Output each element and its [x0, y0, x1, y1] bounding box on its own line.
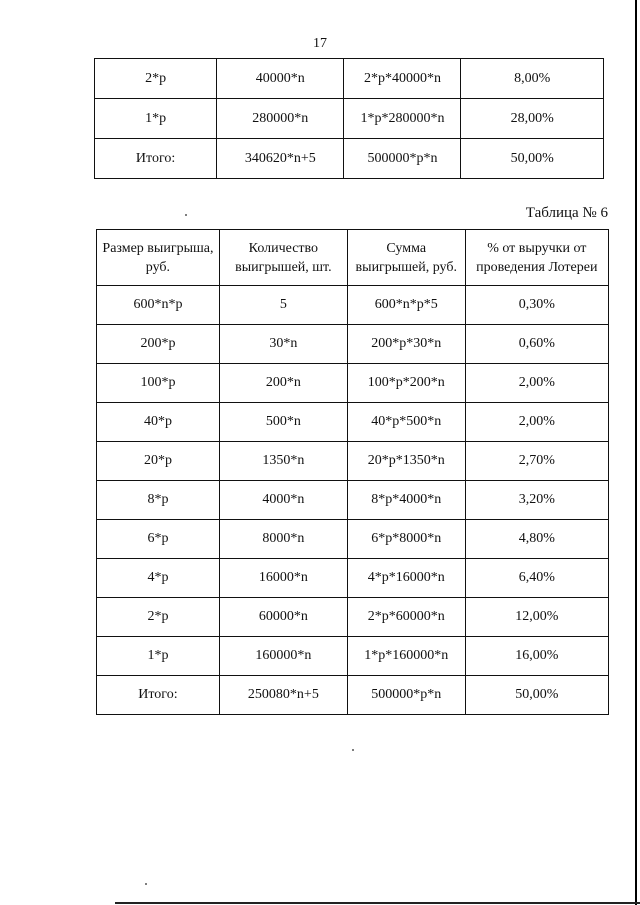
table-cell: 16,00% — [465, 637, 608, 676]
table-cell: 0,60% — [465, 325, 608, 364]
table-row — [97, 364, 609, 403]
scan-edge-right — [635, 0, 637, 905]
scan-speck — [352, 749, 354, 751]
table-cell: 4,80% — [465, 520, 608, 559]
table-cell: 40000*n — [217, 59, 344, 99]
prize-table-continued — [94, 58, 604, 179]
table-cell: 0,30% — [465, 286, 608, 325]
table-row — [95, 99, 604, 139]
table-header-row — [97, 230, 609, 286]
table-row — [97, 637, 609, 676]
table-cell: 28,00% — [461, 99, 604, 139]
table-cell: 500*n — [219, 403, 347, 442]
table-cell: 50,00% — [465, 676, 608, 715]
table-cell: 2,70% — [465, 442, 608, 481]
table-row — [97, 481, 609, 520]
table-cell: 2*р — [95, 59, 217, 99]
table-cell: 8*р — [97, 481, 220, 520]
header-prize-count: Количество выигрышей, шт. — [219, 230, 347, 286]
table-cell: 280000*n — [217, 99, 344, 139]
table-cell: 16000*n — [219, 559, 347, 598]
table-cell: 600*n*р*5 — [347, 286, 465, 325]
table-cell: 200*n — [219, 364, 347, 403]
header-revenue-percent: % от выручки от проведения Лотереи — [465, 230, 608, 286]
scan-edge-bottom — [115, 902, 640, 904]
table-cell: 340620*n+5 — [217, 139, 344, 179]
table-row — [97, 325, 609, 364]
table-cell: 3,20% — [465, 481, 608, 520]
table-cell: 8000*n — [219, 520, 347, 559]
table-row — [97, 559, 609, 598]
table-cell: 4*р — [97, 559, 220, 598]
scan-speck — [185, 214, 187, 216]
table-cell: 1*р*280000*n — [344, 99, 461, 139]
table-cell: 6,40% — [465, 559, 608, 598]
table-row — [97, 442, 609, 481]
table-cell: 40*р — [97, 403, 220, 442]
table-cell: 1350*n — [219, 442, 347, 481]
table-cell: 200*р*30*n — [347, 325, 465, 364]
table-caption: Таблица № 6 — [525, 205, 608, 221]
table-row — [97, 520, 609, 559]
table-cell: 5 — [219, 286, 347, 325]
table-row — [97, 598, 609, 637]
table-cell: 1*р — [97, 637, 220, 676]
table-cell: 4*р*16000*n — [347, 559, 465, 598]
table-cell: 4000*n — [219, 481, 347, 520]
table-cell: Итого: — [95, 139, 217, 179]
scan-speck — [145, 883, 147, 885]
table-cell: 2*р — [97, 598, 220, 637]
total-row — [95, 139, 604, 179]
table-cell: 8,00% — [461, 59, 604, 99]
table-cell: 20*р*1350*n — [347, 442, 465, 481]
table-cell: 12,00% — [465, 598, 608, 637]
table-cell: 20*р — [97, 442, 220, 481]
table-cell: 200*р — [97, 325, 220, 364]
table-cell: 6*р — [97, 520, 220, 559]
table-cell: 2,00% — [465, 364, 608, 403]
table-row — [95, 59, 604, 99]
table-row — [97, 286, 609, 325]
table-cell: 2*р*40000*n — [344, 59, 461, 99]
table-cell: 40*р*500*n — [347, 403, 465, 442]
table-cell: 250080*n+5 — [219, 676, 347, 715]
table-cell: Итого: — [97, 676, 220, 715]
table-cell: 600*n*р — [97, 286, 220, 325]
table-cell: 160000*n — [219, 637, 347, 676]
header-prize-sum: Сумма выигрышей, руб. — [347, 230, 465, 286]
total-row — [97, 676, 609, 715]
table-cell: 2*р*60000*n — [347, 598, 465, 637]
page-number: 17 — [313, 36, 327, 51]
table-cell: 60000*n — [219, 598, 347, 637]
header-prize-size: Размер выигрыша, руб. — [97, 230, 220, 286]
table-row — [97, 403, 609, 442]
table-cell: 6*р*8000*n — [347, 520, 465, 559]
prize-table-6 — [96, 229, 609, 715]
table-cell: 100*р*200*n — [347, 364, 465, 403]
table-cell: 30*n — [219, 325, 347, 364]
table-cell: 2,00% — [465, 403, 608, 442]
table-cell: 8*р*4000*n — [347, 481, 465, 520]
table-cell: 1*р*160000*n — [347, 637, 465, 676]
table-cell: 500000*р*n — [344, 139, 461, 179]
table-cell: 500000*р*n — [347, 676, 465, 715]
table-cell: 1*р — [95, 99, 217, 139]
table-cell: 50,00% — [461, 139, 604, 179]
table-cell: 100*р — [97, 364, 220, 403]
